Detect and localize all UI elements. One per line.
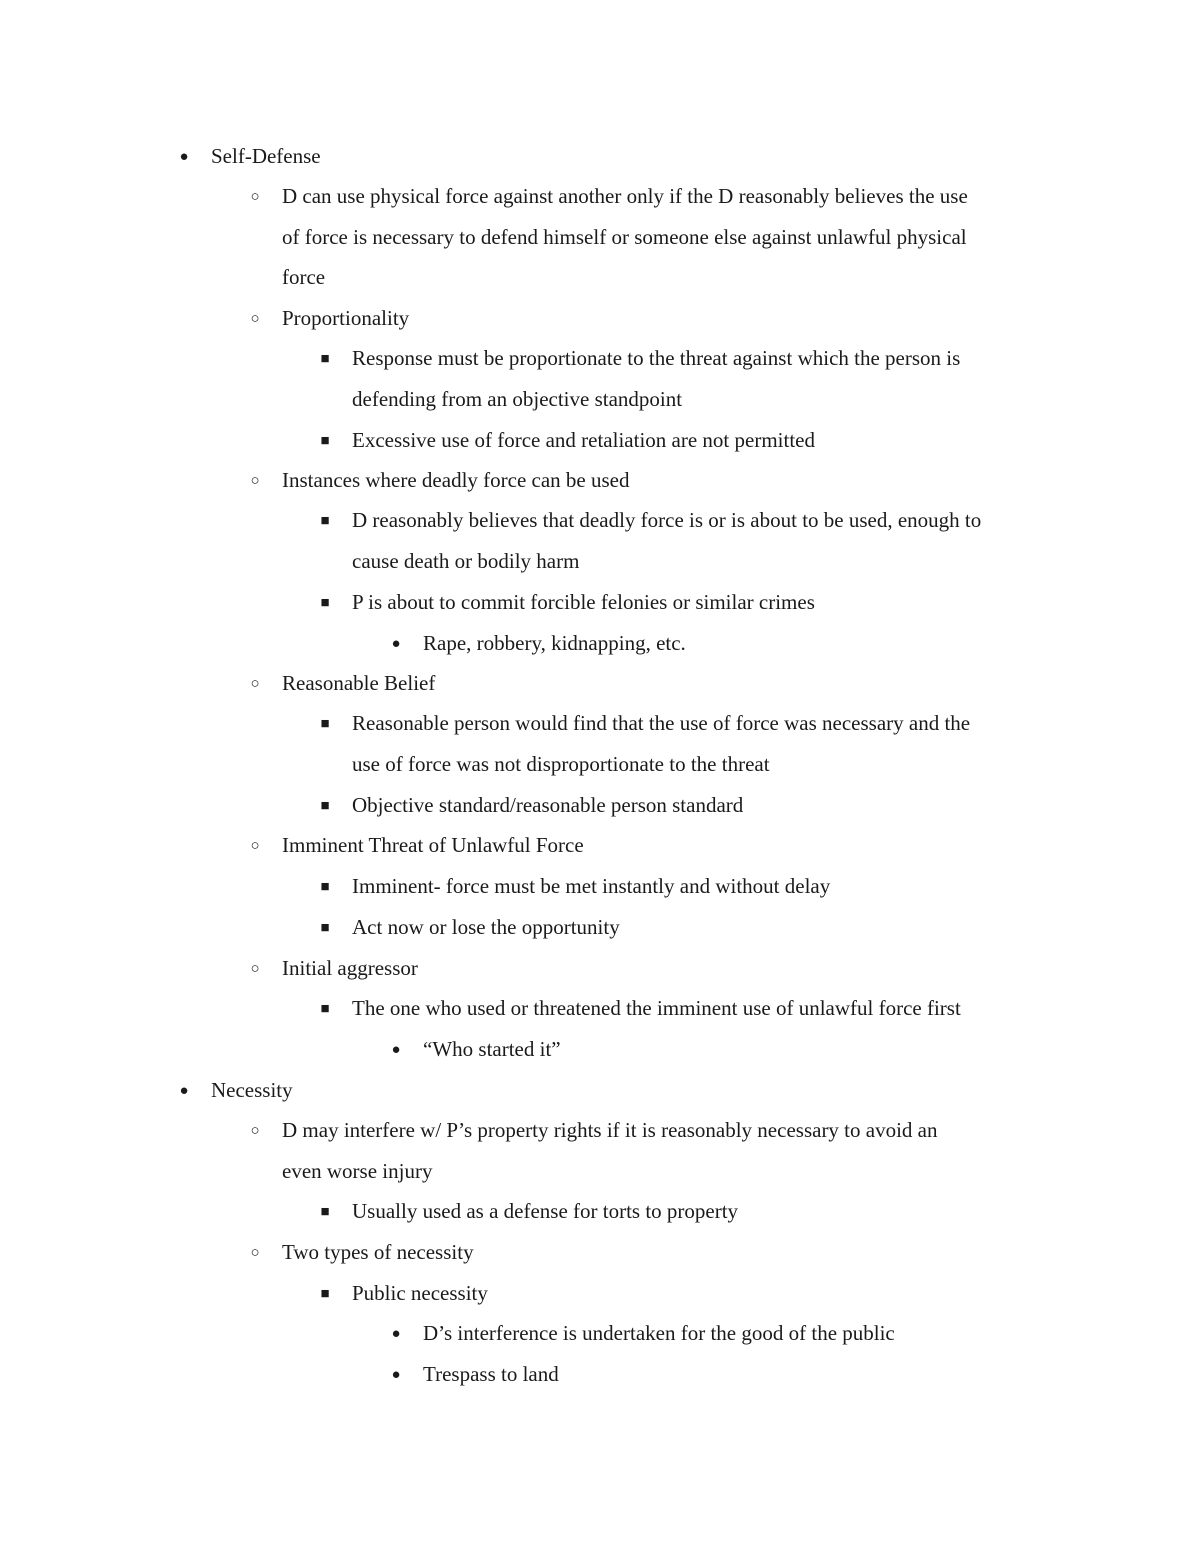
self-defense-definition-line: of force is necessary to defend himself or someone else against unlawful physical <box>282 225 967 249</box>
level3-bullet-icon: ■ <box>320 433 330 449</box>
subheading-initial-aggressor: Initial aggressor <box>282 956 418 980</box>
list-item: P is about to commit forcible felonies or similar crimes <box>352 590 815 614</box>
level3-bullet-icon: ■ <box>320 798 330 814</box>
list-item: The one who used or threatened the imminent use of unlawful force first <box>352 996 961 1020</box>
level2-bullet-icon: ○ <box>250 676 260 692</box>
self-defense-definition-line: D can use physical force against another only if the D reasonably believes the use <box>282 184 968 208</box>
list-item: Rape, robbery, kidnapping, etc. <box>423 631 686 655</box>
list-item: use of force was not disproportionate to the threat <box>352 752 770 776</box>
level2-bullet-icon: ○ <box>250 961 260 977</box>
level3-bullet-icon: ■ <box>320 1001 330 1017</box>
list-item: Imminent- force must be met instantly and without delay <box>352 874 831 898</box>
heading-self-defense: Self-Defense <box>211 144 321 168</box>
level4-bullet-icon: ● <box>391 1042 401 1058</box>
level2-bullet-icon: ○ <box>250 838 260 854</box>
subheading-imminent-threat: Imminent Threat of Unlawful Force <box>282 833 584 857</box>
list-item: cause death or bodily harm <box>352 549 580 573</box>
level2-bullet-icon: ○ <box>250 311 260 327</box>
necessity-definition-line: even worse injury <box>282 1159 433 1183</box>
level3-bullet-icon: ■ <box>320 1204 330 1220</box>
subheading-deadly-force: Instances where deadly force can be used <box>282 468 630 492</box>
list-item: Excessive use of force and retaliation are not permitted <box>352 428 815 452</box>
list-item: defending from an objective standpoint <box>352 387 683 411</box>
level2-bullet-icon: ○ <box>250 1245 260 1261</box>
level1-bullet-icon: ● <box>179 1083 189 1099</box>
list-item: Trespass to land <box>423 1362 559 1386</box>
level4-bullet-icon: ● <box>391 1367 401 1383</box>
list-item: D’s interference is undertaken for the good of the public <box>423 1321 895 1345</box>
list-item: Public necessity <box>352 1281 488 1305</box>
level3-bullet-icon: ■ <box>320 920 330 936</box>
self-defense-definition-line: force <box>282 265 326 289</box>
list-item: D reasonably believes that deadly force is or is about to be used, enough to <box>352 508 982 532</box>
list-item: “Who started it” <box>423 1037 561 1061</box>
level3-bullet-icon: ■ <box>320 351 330 367</box>
list-item: Reasonable person would find that the use of force was necessary and the <box>352 711 971 735</box>
list-item: Response must be proportionate to the threat against which the person is <box>352 346 961 370</box>
level3-bullet-icon: ■ <box>320 595 330 611</box>
necessity-definition-line: D may interfere w/ P’s property rights if it is reasonably necessary to avoid an <box>282 1118 938 1142</box>
level3-bullet-icon: ■ <box>320 879 330 895</box>
level3-bullet-icon: ■ <box>320 1286 330 1302</box>
level2-bullet-icon: ○ <box>250 189 260 205</box>
level1-bullet-icon: ● <box>179 149 189 165</box>
list-item: Objective standard/reasonable person standard <box>352 793 744 817</box>
level3-bullet-icon: ■ <box>320 716 330 732</box>
level3-bullet-icon: ■ <box>320 513 330 529</box>
heading-necessity: Necessity <box>211 1078 293 1102</box>
level2-bullet-icon: ○ <box>250 1123 260 1139</box>
subheading-two-types: Two types of necessity <box>282 1240 474 1264</box>
level4-bullet-icon: ● <box>391 1326 401 1342</box>
subheading-proportionality: Proportionality <box>282 306 410 330</box>
list-item: Act now or lose the opportunity <box>352 915 620 939</box>
list-item: Usually used as a defense for torts to property <box>352 1199 739 1223</box>
level4-bullet-icon: ● <box>391 636 401 652</box>
level2-bullet-icon: ○ <box>250 473 260 489</box>
subheading-reasonable-belief: Reasonable Belief <box>282 671 436 695</box>
